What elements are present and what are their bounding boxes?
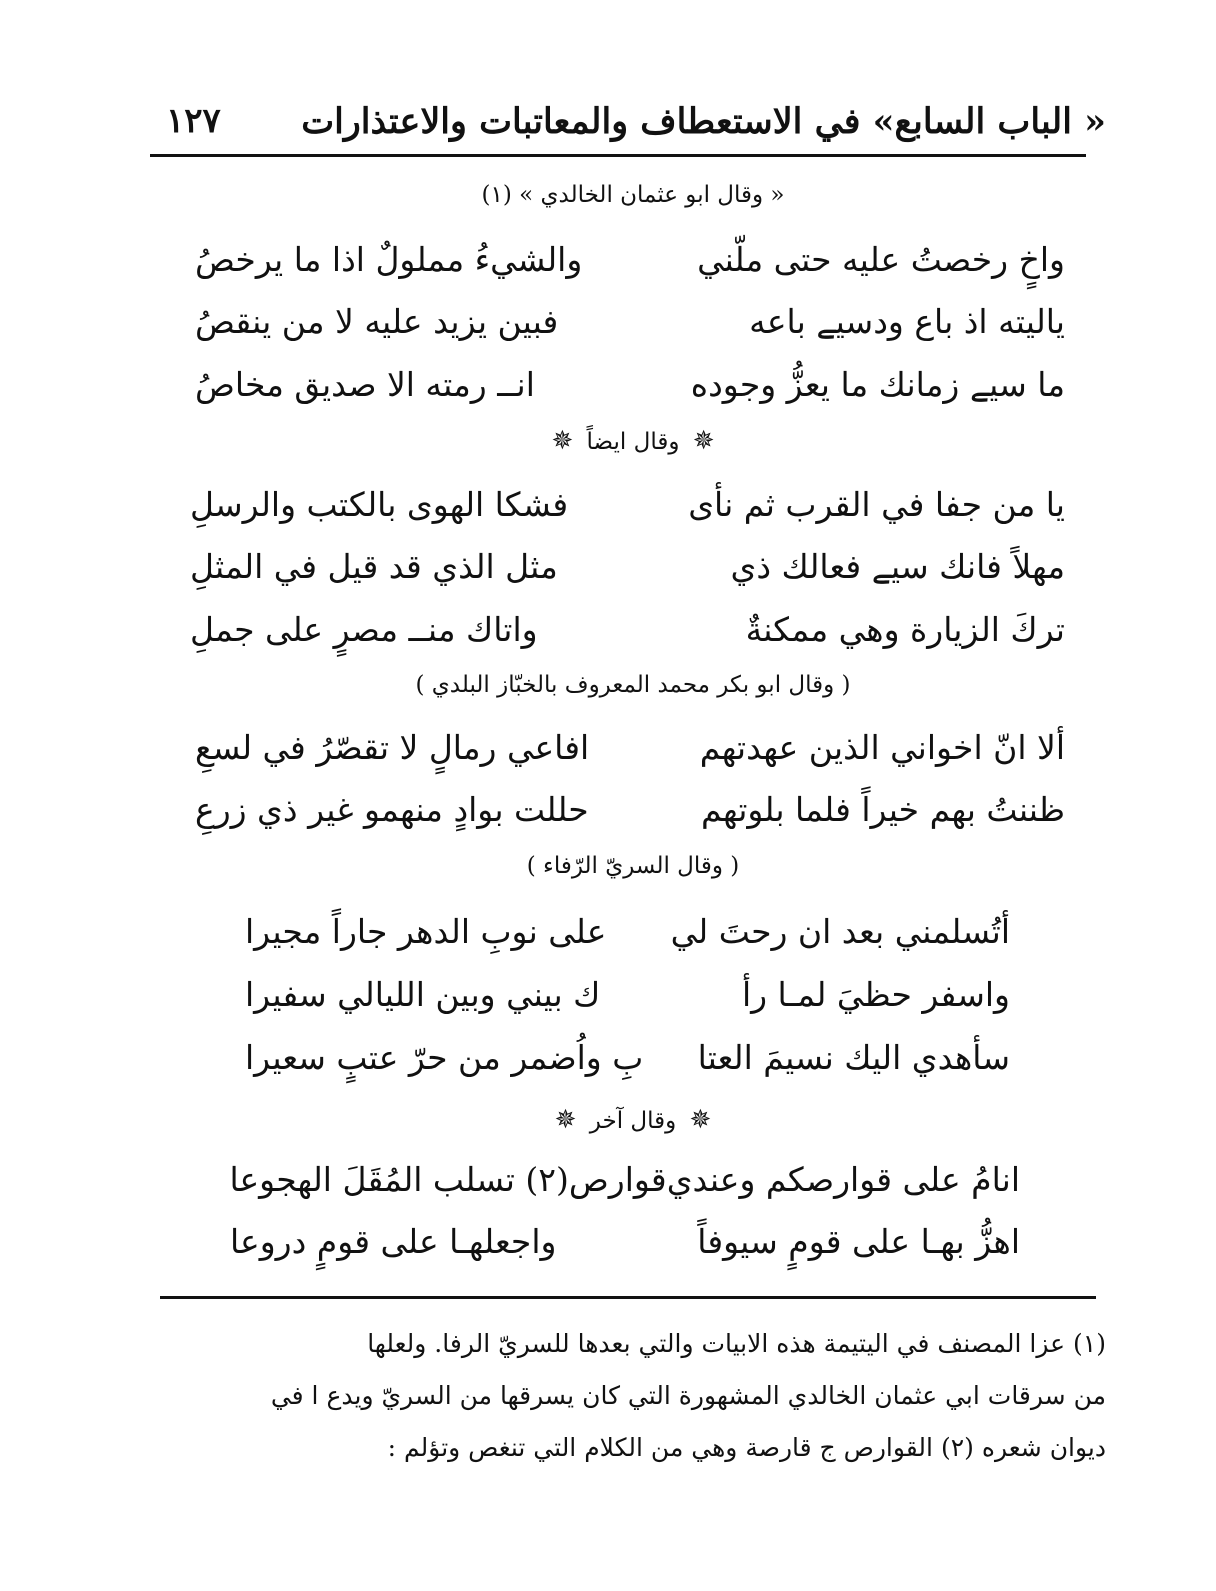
verse-line xyxy=(245,912,1010,951)
verse-first-hemistich: ظننتُ بهم خيراً فلما بلوتهم xyxy=(701,790,1065,829)
star-ornament-icon: ✵ xyxy=(692,426,715,456)
verse-first-hemistich: ياليته اذ باع ودسيے باعه xyxy=(749,302,1065,341)
verse-second-hemistich: فبين يزيد عليه لا من ينقصُ xyxy=(195,302,559,341)
poem-heading-text: وقال ايضاً xyxy=(586,429,680,455)
verse-line xyxy=(230,1222,1020,1261)
verse-first-hemistich: يا من جفا في القرب ثم نأى xyxy=(688,485,1065,524)
verse-second-hemistich: افاعي رمالٍ لا تقصّرُ في لسعِ xyxy=(195,728,590,767)
page-number: ١٢٧ xyxy=(166,101,221,141)
poem-heading-text: وقال آخر xyxy=(589,1108,677,1134)
verse-second-hemistich: قوارص(٢) تسلب المُقَلَ الهجوعا xyxy=(229,1160,667,1199)
verse-first-hemistich: تركَ الزيارة وهي ممكنةٌ xyxy=(745,610,1065,649)
verse-first-hemistich: مهلاً فانك سيے فعالك ذي xyxy=(730,547,1065,586)
verse-line xyxy=(195,365,1065,404)
poem-heading-text: ( وقال ابو بكر محمد المعروف بالخبّاز البلدي ) xyxy=(415,672,851,698)
verse-second-hemistich: واجعلهـا على قومٍ دروعا xyxy=(230,1222,557,1261)
verse-line xyxy=(245,1038,1010,1077)
verse-line xyxy=(190,485,1065,524)
verse-second-hemistich: على نوبِ الدهر جاراً مجيرا xyxy=(245,912,607,951)
verse-first-hemistich: واخٍ رخصتُ عليه حتى ملّني xyxy=(697,240,1065,279)
poem-heading-text: ( وقال السريّ الرّفاء ) xyxy=(526,853,740,879)
verse-first-hemistich: اهزُّ بهـا على قومٍ سيوفاً xyxy=(697,1222,1020,1261)
page-header xyxy=(160,92,1106,150)
verse-second-hemistich: واتاك منــ مصرٍ على جملِ xyxy=(190,610,538,649)
footnote-line: (١) عزا المصنف في اليتيمة هذه الابيات والتي بعدها للسريّ الرفا. ولعلها xyxy=(367,1329,1106,1358)
verse-second-hemistich: بِ واُضمر من حرّ عتبٍ سعيرا xyxy=(245,1038,644,1077)
poem-heading xyxy=(160,672,1106,698)
verse-first-hemistich: واسفر حظيَ لمـا رأ xyxy=(741,975,1010,1014)
star-ornament-icon: ✵ xyxy=(554,1105,577,1135)
verse-second-hemistich: ك بيني وبين الليالي سفيرا xyxy=(245,975,601,1014)
poem-heading xyxy=(160,1105,1106,1135)
verse-line xyxy=(190,547,1065,586)
verse-line xyxy=(195,790,1065,829)
verse-first-hemistich: ألا انّ اخواني الذين عهدتهم xyxy=(699,728,1065,767)
star-ornament-icon: ✵ xyxy=(551,426,574,456)
verse-first-hemistich: أتُسلمني بعد ان رحتَ لي xyxy=(670,912,1010,951)
star-ornament-icon: ✵ xyxy=(689,1105,712,1135)
verse-second-hemistich: فشكا الهوى بالكتب والرسلِ xyxy=(190,485,569,524)
chapter-title: « الباب السابع» في الاستعطاف والمعاتبات والاعتذارات xyxy=(301,100,1106,142)
verse-line xyxy=(195,240,1065,279)
verse-line xyxy=(195,302,1065,341)
verse-line xyxy=(230,1160,1020,1199)
poem-heading-text: « وقال ابو عثمان الخالدي » (١) xyxy=(481,182,785,208)
verse-first-hemistich: ما سيے زمانك ما يعزُّ وجوده xyxy=(690,365,1065,404)
footnote-line: ديوان شعره (٢) القوارص ج قارصة وهي من الكلام التي تنغص وتؤلم : xyxy=(387,1433,1106,1462)
footnote-rule xyxy=(160,1296,1096,1299)
verse-second-hemistich: انــ رمته الا صديق مخاصُ xyxy=(195,365,535,404)
poem-heading xyxy=(160,426,1106,456)
poem-heading xyxy=(160,853,1106,879)
poem-heading xyxy=(160,182,1106,208)
verse-line xyxy=(190,610,1065,649)
verse-second-hemistich: والشيءُ مملولٌ اذا ما يرخصُ xyxy=(195,240,583,279)
footnotes xyxy=(160,1318,1106,1474)
verse-second-hemistich: مثل الذي قد قيل في المثلِ xyxy=(190,547,558,586)
verse-first-hemistich: انامُ على قوارصكم وعندي xyxy=(666,1160,1020,1199)
header-rule xyxy=(150,154,1086,157)
verse-line xyxy=(195,728,1065,767)
verse-line xyxy=(245,975,1010,1014)
verse-second-hemistich: حللت بوادٍ منهمو غير ذي زرعِ xyxy=(195,790,589,829)
footnote-line: من سرقات ابي عثمان الخالدي المشهورة التي كان يسرقها من السريّ ويدع ا في xyxy=(270,1381,1106,1410)
verse-first-hemistich: سأهدي اليك نسيمَ العتا xyxy=(697,1038,1010,1077)
